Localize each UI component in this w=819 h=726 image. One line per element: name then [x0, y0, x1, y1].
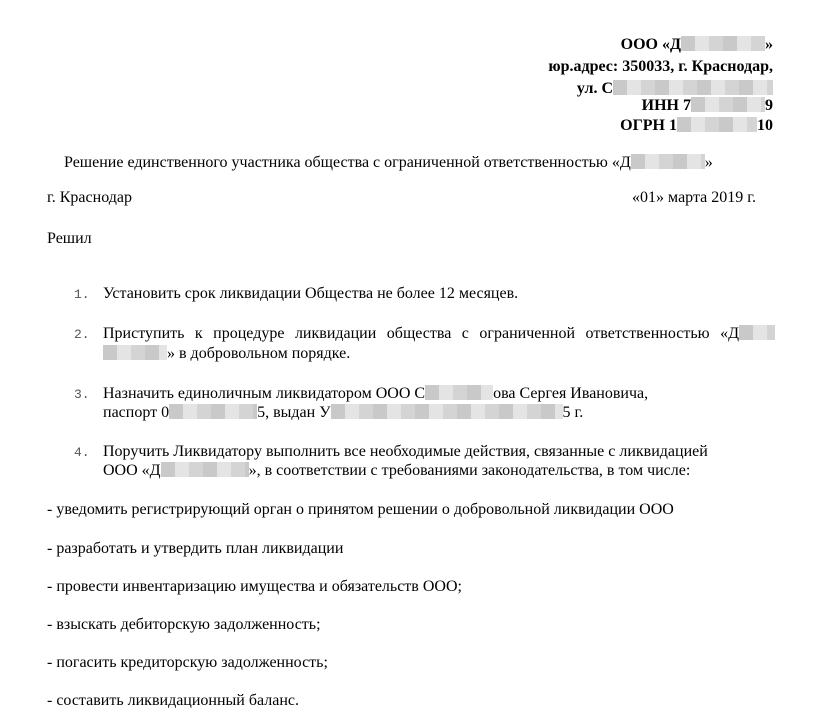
document-title: [64, 153, 713, 173]
header-company-text: ООО «Д: [620, 36, 681, 53]
item-2-line-2: » в добровольном порядке.: [167, 345, 351, 362]
date: «01» марта 2019 г.: [632, 189, 756, 206]
item-number: 2.: [74, 327, 90, 342]
task-item: - взыскать дебиторскую задолженность;: [47, 616, 321, 633]
header-ogrn-text: ОГРН 1: [620, 117, 677, 134]
item-number: 3.: [74, 387, 90, 402]
header-company: [621, 35, 773, 55]
task-item: - разработать и утвердить план ликвидации: [47, 540, 344, 557]
task-item: - уведомить регистрирующий орган о принятом решении о добровольной ликвидации ООО: [47, 501, 674, 518]
item-number: 4.: [74, 445, 90, 460]
item-4-line-2a: ООО «Д: [103, 462, 161, 479]
header-inn: [642, 96, 773, 116]
redacted-block: [691, 97, 765, 112]
redacted-block: [161, 462, 249, 477]
item-text: Установить срок ликвидации Общества не более 12 месяцев.: [103, 285, 519, 302]
item-3-line-1b: ова Сергея Ивановича,: [493, 385, 649, 402]
item-text: [103, 324, 775, 344]
place: г. Краснодар: [47, 189, 132, 206]
redacted-block: [677, 117, 757, 132]
redacted-block: [613, 80, 773, 95]
header-ogrn-end: 10: [757, 117, 773, 134]
redacted-block: [681, 36, 765, 51]
item-4-line-2: [103, 461, 690, 481]
item-3-line-2a: паспорт 0: [103, 404, 170, 421]
redacted-block: [103, 345, 167, 360]
redacted-block: [169, 404, 257, 419]
task-item: - составить ликвидационный баланс.: [47, 692, 299, 709]
redacted-block: [425, 385, 493, 400]
document-title-text: Решение единственного участника общества с ограниченной ответственностью «Д: [64, 154, 631, 171]
item-2-line-2-wrap: [103, 344, 350, 364]
header-legal-address: юр.адрес: 350033, г. Краснодар,: [548, 58, 773, 75]
item-4-line-2b: », в соответствии с требованиями законодательства, в том числе:: [248, 462, 691, 479]
item-3-line-1a: Назначить единоличным ликвидатором ООО С: [103, 385, 426, 402]
header-inn-text: ИНН 7: [641, 97, 691, 114]
item-4-line-1: Поручить Ликвидатору выполнить все необходимые действия, связанные с ликвидацией: [103, 443, 708, 460]
header-ogrn: [620, 116, 773, 136]
item-3-line-2c: 5 г.: [562, 404, 584, 421]
document-title-end: »: [704, 154, 713, 171]
decided-label: Решил: [47, 230, 92, 247]
item-number: 1.: [74, 287, 90, 302]
item-3-line-2: [103, 403, 583, 423]
header-inn-end: 9: [765, 97, 773, 114]
item-3-line-2b: 5, выдан У: [257, 404, 331, 421]
redacted-block: [331, 404, 563, 419]
redacted-block: [631, 154, 705, 169]
task-item: - провести инвентаризацию имущества и обязательств ООО;: [47, 578, 462, 595]
header-company-end: »: [765, 36, 773, 53]
item-3-line-1: [103, 384, 648, 404]
task-item: - погасить кредиторскую задолженность;: [47, 654, 328, 671]
redacted-block: [739, 325, 775, 340]
item-2-line-1: Приступить к процедуре ликвидации общества с ограниченной ответственностью «Д: [103, 325, 739, 342]
header-street-text: ул. С: [576, 80, 613, 97]
